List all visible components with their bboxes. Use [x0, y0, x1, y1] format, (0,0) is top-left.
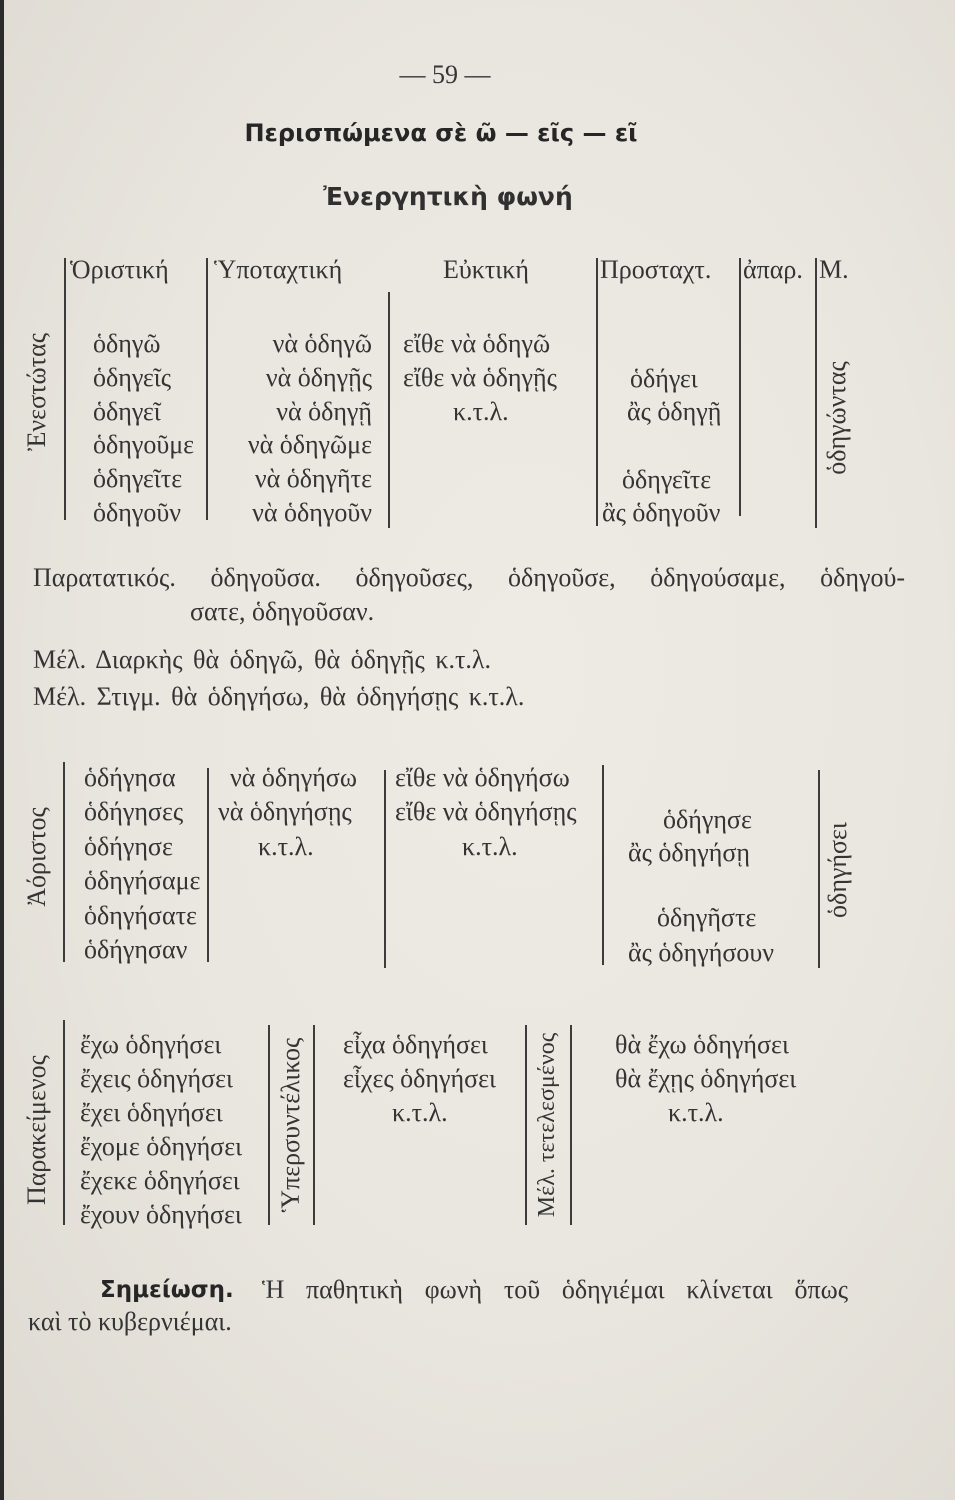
table-rule [570, 1025, 572, 1225]
table-rule [268, 1025, 270, 1225]
pluperfect-column [343, 1028, 496, 1130]
table-rule [818, 770, 820, 968]
aorist-imperative-cell: ὁδηγῆστε [657, 903, 757, 932]
table-cell: ὁδηγεῖς [93, 362, 172, 392]
table-rule [63, 1020, 65, 1225]
table-rule [596, 258, 598, 526]
present-subjunctive-column [210, 327, 372, 530]
present-tense-label: Ἐνεστώτας [22, 332, 51, 452]
header-optative: Εὐκτική [443, 255, 529, 284]
table-rule [525, 1025, 527, 1225]
table-cell: ὁδηγεῖτε [93, 464, 183, 494]
table-rule [313, 1025, 315, 1225]
table-cell: κ.τ.λ. [668, 1098, 724, 1127]
table-cell: νὰ ὁδηγῶμε [247, 430, 372, 460]
table-cell: ἔχομε ὁδηγήσει [80, 1132, 243, 1161]
perfect-tense-label: Παρακείμενος [22, 1055, 51, 1205]
table-cell: εἶχες ὁδηγήσει [343, 1064, 497, 1093]
header-participle: Μ. [819, 255, 849, 284]
table-cell: ὁδηγήσαμε [84, 866, 201, 896]
imperfect-line-1: Παρατατικός. ὁδηγοῦσα. ὁδηγοῦσες, ὁδηγοῦσε, ὁδηγούσαμε, ὁδηγού- [33, 563, 905, 592]
table-rule [64, 258, 66, 520]
table-cell: ὁδήγησε [84, 831, 173, 861]
table-cell: θὰ ἔχῃς ὁδηγήσει [615, 1064, 797, 1093]
table-cell: θὰ ἔχω ὁδηγήσει [615, 1030, 789, 1059]
table-cell: ὁδηγοῦν [93, 497, 181, 527]
pluperfect-tense-label: Ὑπερσυντέλικος [276, 1037, 305, 1213]
aorist-infinitive: ὁδηγήσει [823, 822, 852, 918]
aorist-imperative-cell: ὁδήγησε [663, 805, 752, 834]
future-perfect-column [615, 1028, 796, 1130]
voice-title: Ἐνεργητικὴ φωνή [323, 182, 573, 211]
note-line-1: Ἡ παθητικὴ φωνὴ τοῦ ὁδηγιέμαι κλίνεται ὅπως [262, 1275, 848, 1304]
table-cell: ὁδήγησες [84, 797, 184, 827]
table-cell: νὰ ὁδηγῶ [272, 329, 372, 358]
table-cell: νὰ ὁδηγῇ [276, 396, 372, 426]
table-rule [63, 762, 65, 962]
table-cell: ὁδήγησαν [84, 934, 188, 964]
table-cell: ὁδηγοῦμε [93, 430, 195, 460]
table-cell: νὰ ὁδηγῇς [265, 362, 372, 392]
imperfect-line-2: σατε, ὁδηγοῦσαν. [190, 597, 375, 626]
table-rule [206, 258, 208, 520]
future-continuous-line: Μέλ. Διαρκὴς θὰ ὁδηγῶ, θὰ ὁδηγῇς κ.τ.λ. [33, 645, 492, 674]
present-imperative-cell: ὁδήγει [630, 364, 698, 393]
table-cell: νὰ ὁδηγῆτε [254, 464, 372, 494]
header-subjunctive: Ὑποταχτική [214, 255, 343, 284]
table-cell: ἔχουν ὁδηγήσει [80, 1200, 242, 1229]
table-cell: ἔχει ὁδηγήσει [80, 1098, 223, 1127]
table-rule [388, 292, 390, 528]
table-cell: ἔχω ὁδηγήσει [80, 1030, 222, 1059]
table-rule [602, 765, 604, 965]
table-cell: κ.τ.λ. [258, 831, 314, 861]
table-rule [207, 768, 209, 962]
table-cell: εἴθε νὰ ὁδηγήσω [395, 763, 570, 792]
table-cell: ὁδηγεῖ [93, 396, 161, 426]
future-simple-line: Μέλ. Στιγμ. θὰ ὁδηγήσω, θὰ ὁδηγήσῃς κ.τ.λ. [33, 682, 525, 711]
table-cell: ὁδηγήσατε [84, 900, 197, 930]
note-label: Σημείωση. [100, 1277, 234, 1303]
table-cell: νὰ ὁδηγήσῃς [218, 797, 352, 827]
table-cell: εἴθε νὰ ὁδηγῶ [403, 329, 551, 358]
table-cell: νὰ ὁδηγήσω [230, 763, 357, 792]
present-imperative-cell: ἂς ὁδηγῇ [627, 397, 722, 426]
aorist-imperative-cell: ἂς ὁδηγήσουν [628, 938, 774, 967]
page-number: — 59 — [399, 60, 491, 89]
present-imperative-cell: ἂς ὁδηγοῦν [602, 498, 721, 527]
table-cell: εἶχα ὁδηγήσει [343, 1030, 488, 1059]
table-rule [739, 258, 741, 516]
section-title: Περισπώμενα σὲ ῶ — εῖς — εῖ [244, 119, 638, 147]
aorist-imperative-cell: ἂς ὁδηγήσῃ [628, 838, 750, 867]
table-cell: ἔχεκε ὁδηγήσει [80, 1166, 240, 1195]
table-cell: ὁδηγῶ [93, 329, 161, 358]
header-indicative: Ὁριστική [70, 255, 169, 284]
present-indicative-column [93, 327, 194, 530]
present-participle: ὁδηγώντας [822, 361, 851, 475]
table-cell: κ.τ.λ. [392, 1098, 448, 1127]
table-rule [815, 258, 817, 528]
aorist-indicative-column [84, 761, 200, 967]
table-cell: ὁδήγησα [84, 763, 176, 792]
future-perfect-tense-label: Μέλ. τετελεσμένος [534, 1032, 560, 1218]
header-infinitive: ἀπαρ. [743, 255, 803, 284]
page-edge [0, 0, 4, 1500]
aorist-optative-column [395, 761, 577, 864]
table-cell: κ.τ.λ. [453, 396, 509, 426]
table-cell: εἴθε νὰ ὁδηγήσῃς [395, 797, 577, 827]
aorist-tense-label: Ἀόριστος [22, 807, 51, 907]
aorist-subjunctive-column [218, 761, 357, 864]
perfect-column [80, 1028, 242, 1232]
present-imperative-cell: ὁδηγεῖτε [622, 465, 712, 494]
present-optative-column [403, 327, 557, 428]
table-rule [384, 770, 386, 968]
table-cell: κ.τ.λ. [462, 831, 518, 861]
table-cell: ἔχεις ὁδηγήσει [80, 1064, 234, 1093]
table-cell: εἴθε νὰ ὁδηγῇς [403, 362, 557, 392]
table-cell: νὰ ὁδηγοῦν [252, 497, 372, 527]
note-line-2: καὶ τὸ κυβερνιέμαι. [28, 1307, 232, 1336]
header-imperative: Προσταχτ. [600, 255, 712, 284]
